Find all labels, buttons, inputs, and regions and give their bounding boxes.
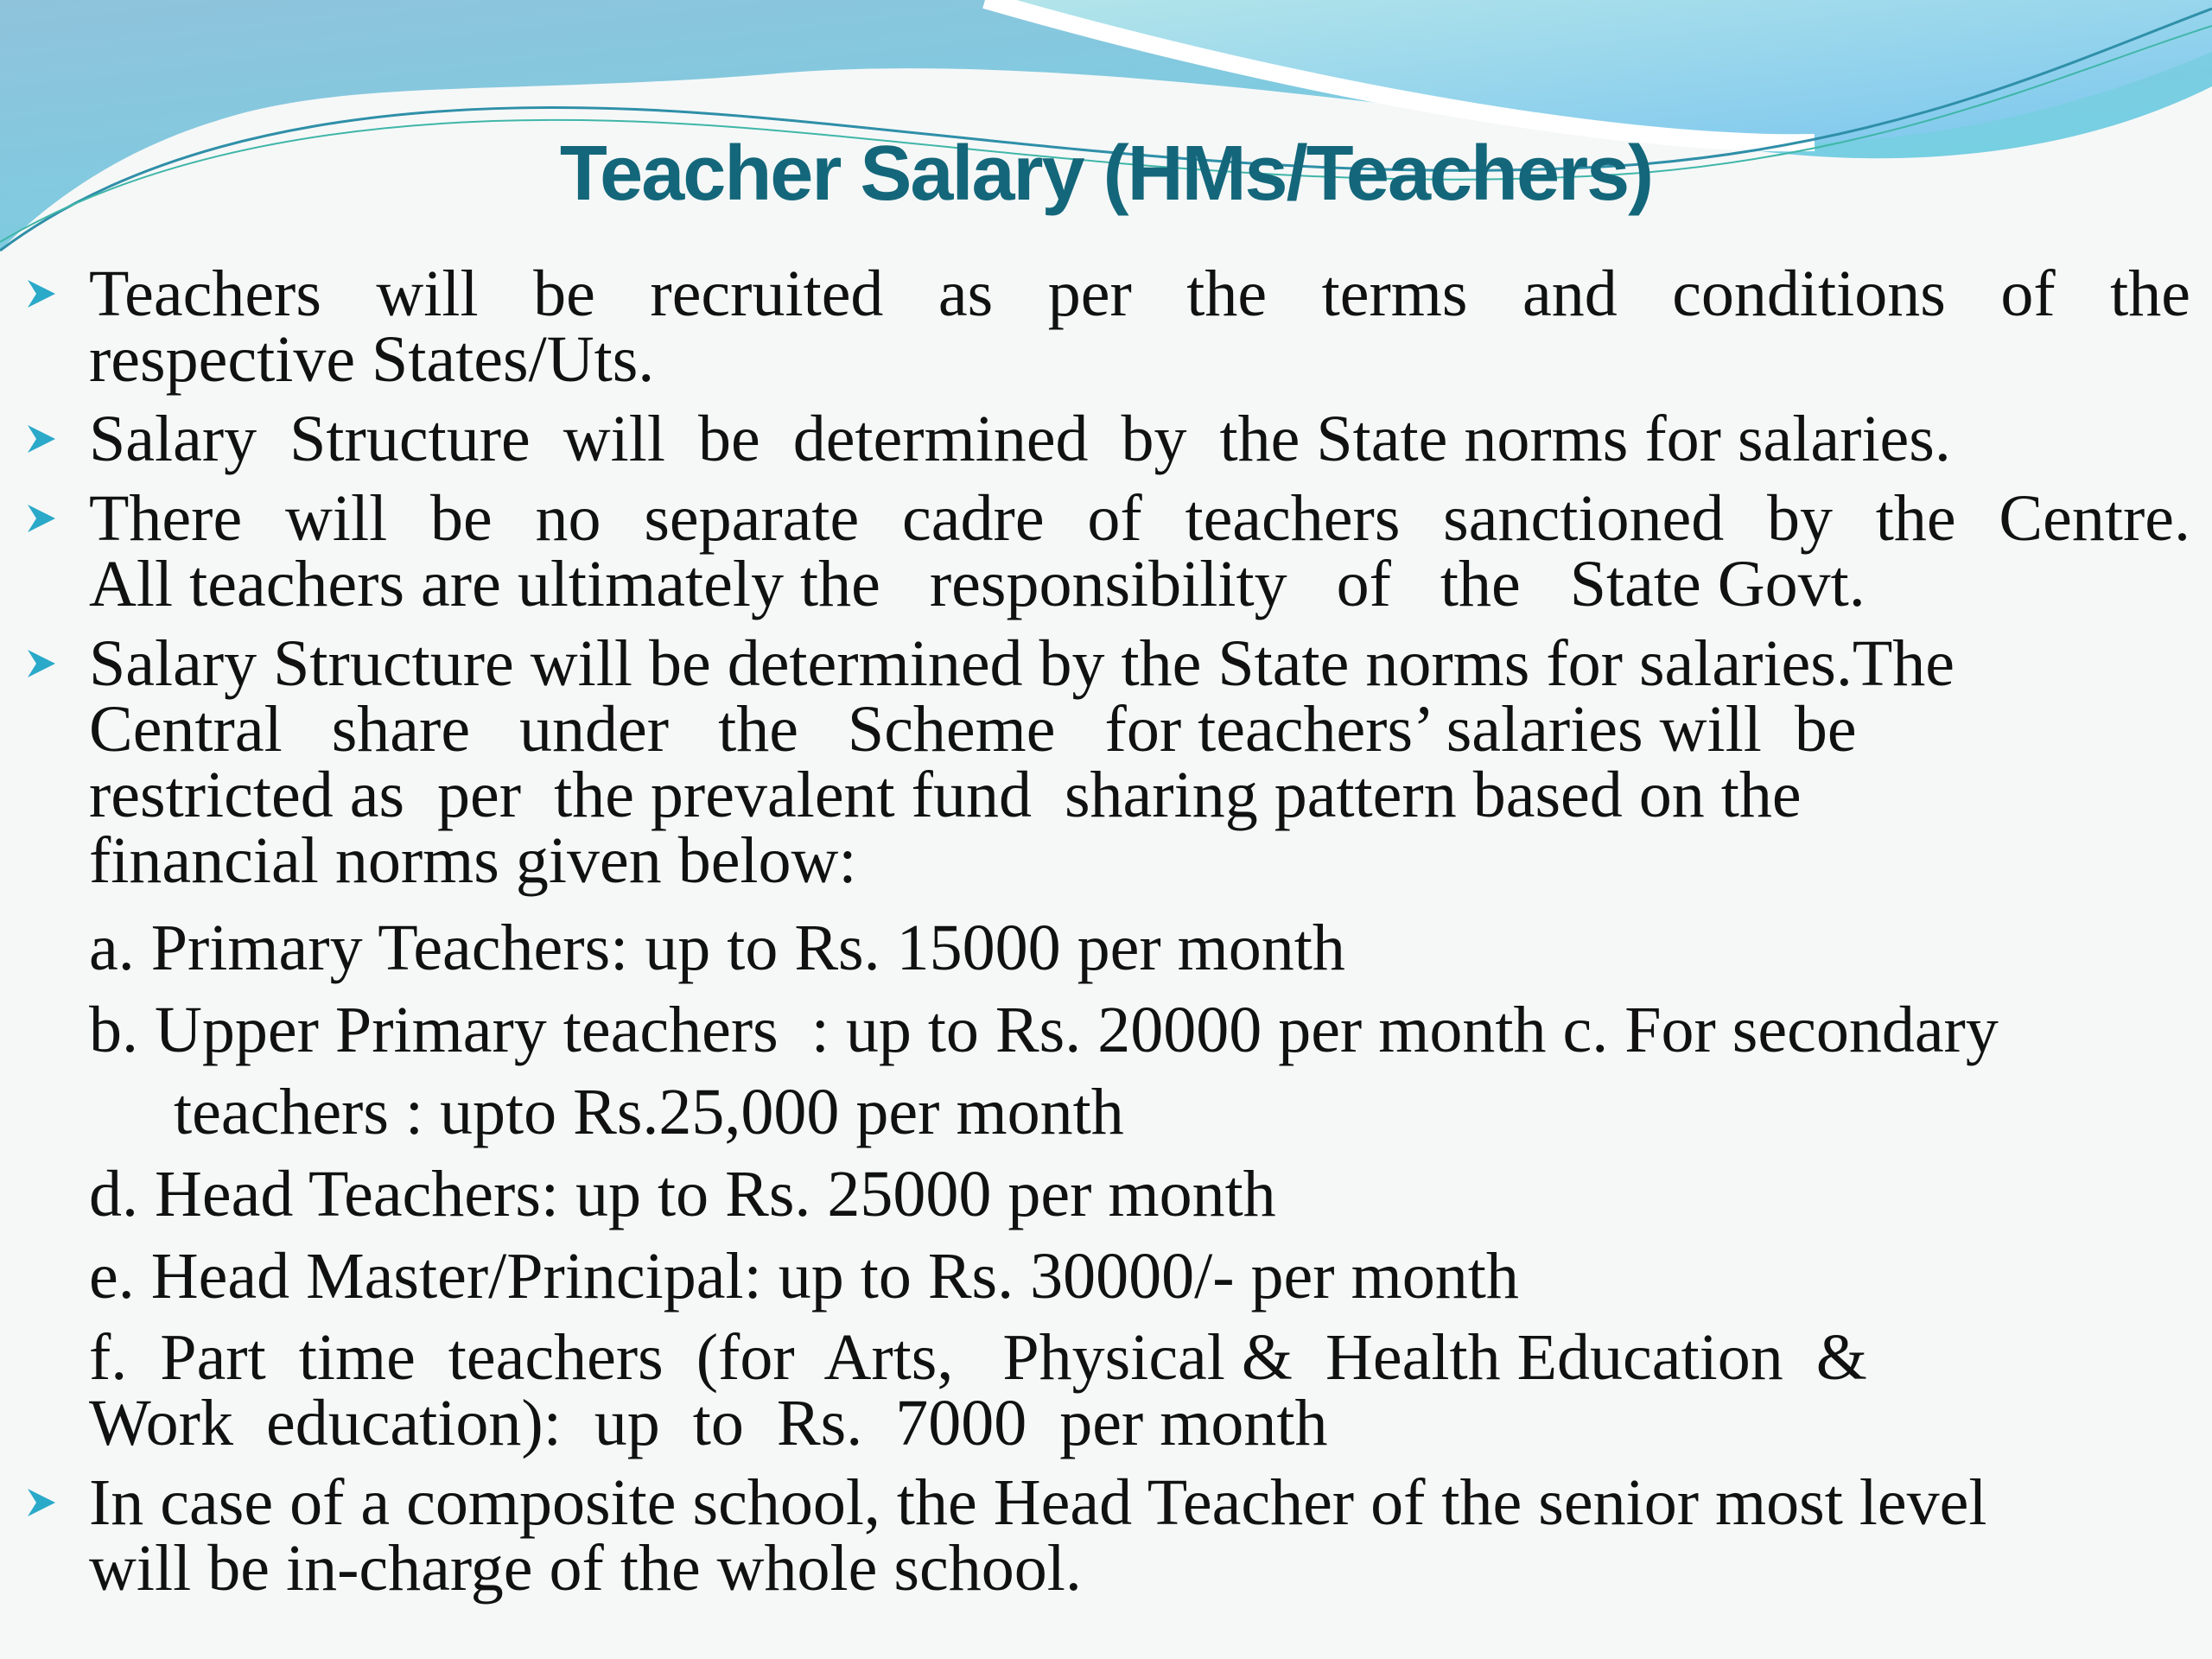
bullet-line: financial norms given below: [89, 824, 857, 897]
norm-upper-primary: b. Upper Primary teachers : up to Rs. 20000 per month c. For secondary [89, 994, 1999, 1066]
bullet-line: Teachers will be recruited as per the terms and conditions of the [89, 257, 2190, 330]
arrow-bullet-icon [24, 646, 59, 681]
bullet-line: Salary Structure will be determined by the State norms for salaries. [89, 403, 1951, 475]
bullet-central-share [89, 627, 2190, 897]
bullet-line: restricted as per the prevalent fund sharing pattern based on the [89, 759, 1802, 831]
norm-secondary: teachers : upto Rs.25,000 per month [174, 1076, 1124, 1148]
bullet-recruitment [89, 257, 2190, 396]
financial-norms-list [89, 907, 2190, 1318]
slide-title: Teacher Salary (HMs/Teachers) [559, 130, 1653, 217]
bullet-line: Salary Structure will be determined by the State norms for salaries.The [89, 627, 1955, 700]
bullet-line: All teachers are ultimately the responsibility of the State Govt. [89, 548, 1866, 620]
bullet-line: will be in-charge of the whole school. [89, 1532, 1082, 1605]
norm-part-time [89, 1321, 2190, 1459]
arrow-bullet-icon [24, 501, 59, 536]
norm-line: f. Part time teachers (for Arts, Physical & Health Education & [89, 1321, 1867, 1394]
bullet-salary-structure [89, 403, 2190, 475]
norm-line: Work education): up to Rs. 7000 per month [89, 1387, 1328, 1459]
bullet-line: In case of a composite school, the Head Teacher of the senior most level [89, 1466, 1987, 1539]
bullet-composite-school [89, 1466, 2190, 1605]
arrow-bullet-icon [24, 276, 59, 311]
bullet-line: There will be no separate cadre of teachers sanctioned by the Centre. [89, 482, 2190, 555]
norm-head-master: e. Head Master/Principal: up to Rs. 30000/- per month [89, 1240, 1519, 1313]
slide-body [89, 257, 2190, 1615]
bullet-line: Central share under the Scheme for teachers’ salaries will be [89, 693, 1857, 766]
bullet-line: respective States/Uts. [89, 323, 655, 396]
norm-primary: a. Primary Teachers: up to Rs. 15000 per month [89, 912, 1345, 984]
arrow-bullet-icon [24, 422, 59, 456]
norm-head-teachers: d. Head Teachers: up to Rs. 25000 per month [89, 1158, 1276, 1230]
bullet-no-separate-cadre [89, 482, 2190, 620]
arrow-bullet-icon [24, 1485, 59, 1520]
